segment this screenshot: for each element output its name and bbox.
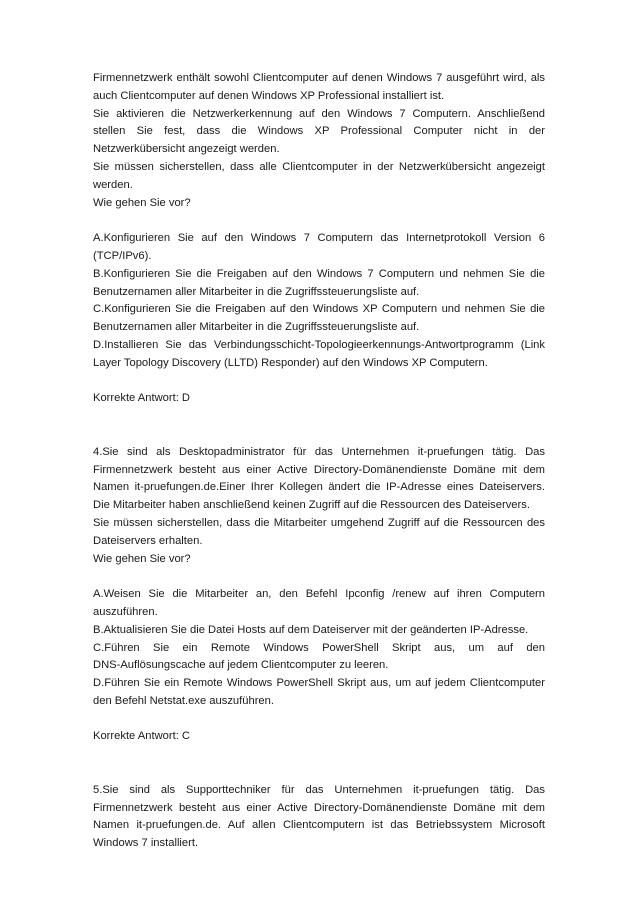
option-line: B.Aktualisieren Sie die Datei Hosts auf dem Dateiserver mit der geänderten IP-Adresse. — [93, 623, 529, 636]
option-line: C.Konfigurieren Sie die Freigaben auf den Windows XP Computern und nehmen Sie die — [93, 303, 545, 316]
text-line: Sie müssen sicherstellen, dass alle Clientcomputer in der Netzwerkübersicht angezeigt — [93, 160, 545, 173]
option-line: den Befehl Netstat.exe auszuführen. — [93, 694, 274, 707]
option-line: Benutzernamen aller Mitarbeiter in die Zugriffssteuerungsliste auf. — [93, 321, 420, 334]
text-line: stellen Sie fest, dass die Windows XP Professional Computer nicht in der — [93, 125, 545, 138]
question-4-text — [93, 444, 545, 569]
option-line: A.Weisen Sie die Mitarbeiter an, den Befehl Ipconfig /renew auf ihren Computern — [93, 588, 545, 601]
document-page — [93, 70, 545, 853]
question-3-options — [93, 230, 545, 372]
option-line: C.Führen Sie ein Remote Windows PowerShell Skript aus, um auf den — [93, 641, 545, 654]
text-line: Firmennetzwerk besteht aus einer Active Directory-Domänendienste Domäne mit dem — [93, 463, 545, 476]
text-line: Netzwerkübersicht angezeigt werden. — [93, 143, 280, 156]
text-line: Firmennetzwerk enthält sowohl Clientcomputer auf denen Windows 7 ausgeführt wird, als — [93, 72, 545, 84]
option-line: D.Führen Sie ein Remote Windows PowerShell Skript aus, um auf jedem Clientcomputer — [93, 677, 545, 690]
option-line: B.Konfigurieren Sie die Freigaben auf den Windows 7 Computern und nehmen Sie die — [93, 267, 545, 280]
option-line: auszuführen. — [93, 605, 158, 618]
text-line: werden. — [93, 178, 133, 191]
text-line: Wie gehen Sie vor? — [93, 552, 191, 565]
text-line: Sie aktivieren die Netzwerkerkennung auf den Windows 7 Computern. Anschließend — [93, 107, 545, 120]
text-line: Namen it-pruefungen.de.Einer Ihrer Kollegen ändert die IP-Adresse eines Dateiservers. — [93, 481, 545, 494]
text-line: 5.Sie sind als Supporttechniker für das Unternehmen it-pruefungen tätig. Das — [93, 783, 545, 796]
text-line: Sie müssen sicherstellen, dass die Mitarbeiter umgehend Zugriff auf die Ressourcen des — [93, 516, 545, 529]
option-line: D.Installieren Sie das Verbindungsschicht-Topologieerkennungs-Antwortprogramm (Link — [93, 338, 545, 351]
question-3-text — [93, 70, 545, 212]
option-line: Benutzernamen aller Mitarbeiter in die Zugriffssteuerungsliste auf. — [93, 285, 420, 298]
text-line: Windows 7 installiert. — [93, 837, 199, 850]
question-5-text — [93, 782, 545, 853]
text-line: Namen it-pruefungen.de. Auf allen Clientcomputern ist das Betriebssystem Microsoft — [93, 819, 545, 832]
question-4-options — [93, 586, 545, 711]
text-line: auch Clientcomputer auf denen Windows XP Professional installiert ist. — [93, 89, 445, 102]
text-line: Wie gehen Sie vor? — [93, 196, 191, 209]
text-line: Die Mitarbeiter haben anschließend keinen Zugriff auf die Ressourcen des Dateiservers. — [93, 499, 530, 512]
text-line: 4.Sie sind als Desktopadministrator für das Unternehmen it-pruefungen tätig. Das — [93, 445, 545, 458]
option-line: DNS-Auflösungscache auf jedem Clientcomputer zu leeren. — [93, 659, 389, 672]
answer-3: Korrekte Antwort: D — [93, 392, 190, 405]
option-line: Layer Topology Discovery (LLTD) Responder) auf den Windows XP Computern. — [93, 356, 488, 369]
text-line: Firmennetzwerk besteht aus einer Active Directory-Domänendienste Domäne mit dem — [93, 801, 545, 814]
text-line: Dateiservers erhalten. — [93, 534, 203, 547]
option-line: A.Konfigurieren Sie auf den Windows 7 Computern das Internetprotokoll Version 6 — [93, 232, 545, 245]
option-line: (TCP/IPv6). — [93, 249, 152, 262]
answer-4: Korrekte Antwort: C — [93, 730, 190, 743]
